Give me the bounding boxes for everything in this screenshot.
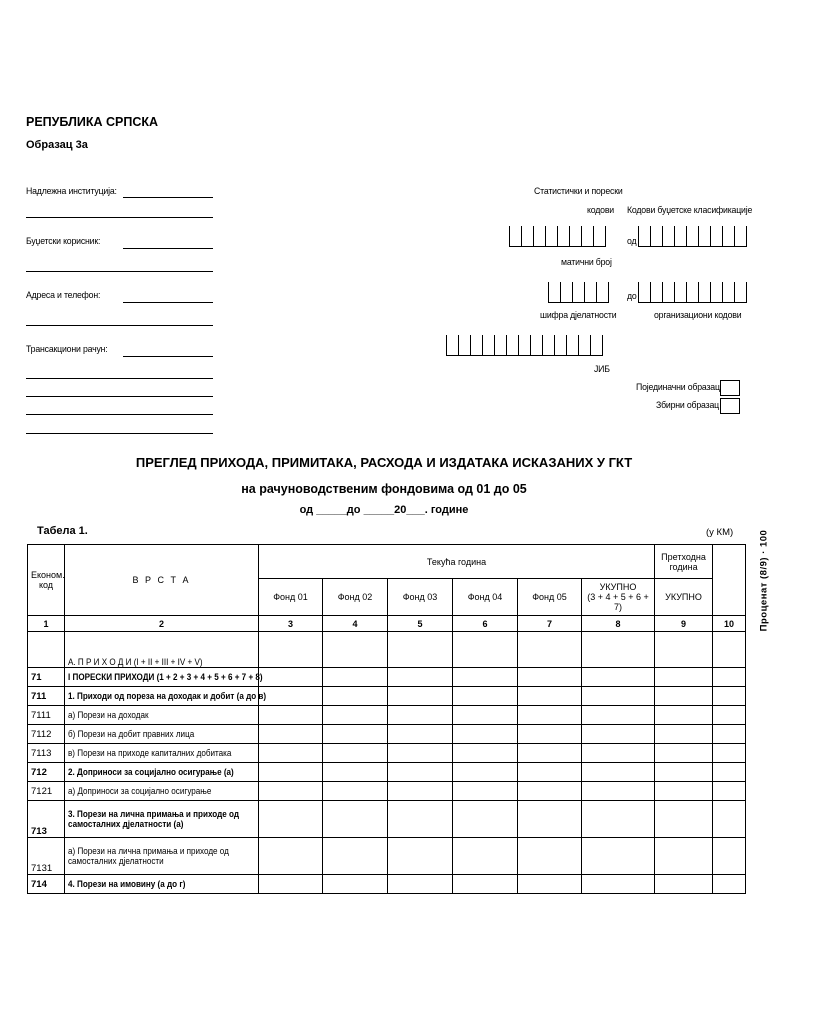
value-cell[interactable]: [713, 687, 746, 706]
value-cell[interactable]: [518, 782, 582, 801]
table-row: [28, 801, 746, 838]
col-number: 9: [655, 616, 713, 632]
value-cell[interactable]: [323, 632, 388, 668]
item-name-text: I ПОРЕСКИ ПРИХОДИ (1 + 2 + 3 + 4 + 5 + 6 + 7 + 8): [68, 672, 263, 682]
value-cell[interactable]: [388, 687, 453, 706]
value-cell[interactable]: [655, 706, 713, 725]
col-number: 2: [65, 616, 259, 632]
value-cell[interactable]: [388, 763, 453, 782]
table-row: [28, 744, 746, 763]
value-cell[interactable]: [713, 725, 746, 744]
prev-year-header: Претходна година: [655, 545, 713, 579]
value-cell[interactable]: [582, 838, 655, 875]
value-cell[interactable]: [713, 838, 746, 875]
value-cell[interactable]: [323, 668, 388, 687]
table-row: [28, 725, 746, 744]
registration-number-boxes[interactable]: [509, 226, 606, 247]
summary-form-checkbox[interactable]: [720, 398, 740, 414]
current-year-header: Текућа година: [259, 545, 655, 579]
value-cell[interactable]: [582, 744, 655, 763]
value-cell[interactable]: [582, 725, 655, 744]
econ-code-cell: 7111: [28, 706, 65, 725]
value-cell[interactable]: [518, 763, 582, 782]
table-row: [28, 632, 746, 668]
col-number: 10: [713, 616, 746, 632]
value-cell[interactable]: [323, 801, 388, 838]
value-cell[interactable]: [388, 782, 453, 801]
value-cell[interactable]: [713, 744, 746, 763]
value-cell[interactable]: [323, 763, 388, 782]
value-cell[interactable]: [518, 838, 582, 875]
institution-label: Надлежна институција:: [26, 186, 117, 197]
activity-code-boxes[interactable]: [548, 282, 609, 303]
value-cell[interactable]: [518, 725, 582, 744]
value-cell[interactable]: [388, 801, 453, 838]
report-subtitle: на рачуноводственим фондовима од 01 до 05: [241, 482, 527, 496]
table-row: [28, 706, 746, 725]
registration-number-label: матични број: [561, 257, 612, 268]
value-cell[interactable]: [582, 706, 655, 725]
item-name-text: 2. Доприноси за социјално осигурање (а): [68, 767, 234, 777]
table-row: [28, 687, 746, 706]
value-cell[interactable]: [655, 838, 713, 875]
value-cell[interactable]: [388, 706, 453, 725]
item-name-line2: самосталних дјелатности: [68, 856, 164, 866]
col-number: 7: [518, 616, 582, 632]
total-header: УКУПНО (3 + 4 + 5 + 6 + 7): [582, 579, 655, 616]
value-cell[interactable]: [655, 801, 713, 838]
econ-code-cell: 713: [28, 801, 65, 838]
value-cell[interactable]: [323, 725, 388, 744]
value-cell[interactable]: [388, 725, 453, 744]
value-cell[interactable]: [582, 668, 655, 687]
budget-user-field[interactable]: [123, 248, 213, 249]
value-cell[interactable]: [259, 744, 323, 763]
value-cell[interactable]: [323, 744, 388, 763]
account-field-line5[interactable]: [26, 433, 213, 434]
to-label: до: [627, 291, 637, 302]
org-codes-label: организациони кодови: [654, 310, 742, 321]
item-name-text: 4. Порези на имовину (а до г): [68, 879, 186, 889]
value-cell[interactable]: [713, 801, 746, 838]
address-label: Адреса и телефон:: [26, 290, 101, 301]
value-cell[interactable]: [655, 668, 713, 687]
value-cell[interactable]: [259, 632, 323, 668]
summary-form-label: Збирни образац: [656, 400, 719, 411]
budget-user-label: Буџетски корисник:: [26, 236, 101, 247]
jib-label: ЈИБ: [594, 364, 610, 375]
value-cell[interactable]: [713, 763, 746, 782]
budget-code-from-boxes[interactable]: [638, 226, 747, 247]
value-cell[interactable]: [655, 744, 713, 763]
value-cell[interactable]: [713, 632, 746, 668]
value-cell[interactable]: [518, 706, 582, 725]
col-number: 4: [323, 616, 388, 632]
value-cell[interactable]: [453, 744, 518, 763]
value-cell[interactable]: [518, 632, 582, 668]
item-name-line2: самосталних дјелатности (а): [68, 819, 184, 829]
budget-code-to-boxes[interactable]: [638, 282, 747, 303]
econ-code-cell: 7112: [28, 725, 65, 744]
table-name: Табела 1.: [37, 525, 88, 537]
value-cell[interactable]: [323, 706, 388, 725]
col-number: 5: [388, 616, 453, 632]
item-name-cell: [65, 632, 259, 668]
econ-code-cell: 714: [28, 875, 65, 894]
value-cell[interactable]: [655, 763, 713, 782]
econ-code-header: Економ. код: [28, 545, 65, 616]
item-name-cell: [65, 725, 259, 744]
from-label: од: [627, 236, 637, 247]
table-unit: (у КМ): [706, 527, 734, 538]
value-cell[interactable]: [582, 763, 655, 782]
value-cell[interactable]: [453, 875, 518, 894]
value-cell[interactable]: [518, 668, 582, 687]
item-name-cell: [65, 875, 259, 894]
value-cell[interactable]: [453, 782, 518, 801]
value-cell[interactable]: [582, 687, 655, 706]
value-cell[interactable]: [453, 706, 518, 725]
value-cell[interactable]: [518, 687, 582, 706]
value-cell[interactable]: [388, 632, 453, 668]
account-field[interactable]: [123, 356, 213, 357]
econ-code-cell: 711: [28, 687, 65, 706]
report-period: од _____до _____20___. године: [299, 504, 469, 516]
value-cell[interactable]: [259, 801, 323, 838]
value-cell[interactable]: [453, 763, 518, 782]
value-cell[interactable]: [453, 725, 518, 744]
budget-user-field-line2[interactable]: [26, 271, 213, 272]
republic-title: РЕПУБЛИКА СРПСКА: [26, 115, 159, 129]
item-name-line1: 3. Порези на лична примања и приходе од: [68, 809, 239, 819]
account-field-line2[interactable]: [26, 378, 213, 379]
item-name-cell: [65, 763, 259, 782]
value-cell[interactable]: [323, 687, 388, 706]
value-cell[interactable]: [259, 763, 323, 782]
item-name-text: 1. Приходи од пореза на доходак и добит (а до в): [68, 691, 267, 701]
value-cell[interactable]: [453, 838, 518, 875]
table-row: [28, 782, 746, 801]
prev-total-header: УКУПНО: [655, 579, 713, 616]
value-cell[interactable]: [518, 801, 582, 838]
account-field-line4[interactable]: [26, 414, 213, 415]
value-cell[interactable]: [388, 668, 453, 687]
item-name-cell: [65, 801, 259, 838]
value-cell[interactable]: [713, 875, 746, 894]
value-cell[interactable]: [453, 632, 518, 668]
value-cell[interactable]: [713, 706, 746, 725]
value-cell[interactable]: [713, 782, 746, 801]
value-cell[interactable]: [259, 838, 323, 875]
item-name-text: а) Порези на доходак: [68, 710, 149, 720]
value-cell[interactable]: [582, 801, 655, 838]
jib-boxes[interactable]: [446, 335, 603, 356]
account-field-line3[interactable]: [26, 396, 213, 397]
item-name-cell: [65, 668, 263, 687]
fund01-header: Фонд 01: [259, 579, 323, 616]
col-number: 1: [28, 616, 65, 632]
value-cell[interactable]: [655, 632, 713, 668]
item-name-text: А. П Р И Х О Д И (I + II + III + IV + V): [68, 657, 203, 667]
report-title: ПРЕГЛЕД ПРИХОДА, ПРИМИТАКА, РАСХОДА И ИЗДАТАКА ИСКАЗАНИХ У ГКТ: [135, 455, 633, 470]
value-cell[interactable]: [582, 875, 655, 894]
table-row: [28, 875, 746, 894]
value-cell[interactable]: [655, 725, 713, 744]
econ-code-cell: 7113: [28, 744, 65, 763]
item-name-cell: [65, 838, 259, 875]
item-name-text: в) Порези на приходе капиталних добитака: [68, 748, 232, 758]
value-cell[interactable]: [259, 687, 323, 706]
fund05-header: Фонд 05: [518, 579, 582, 616]
table-row: [28, 838, 746, 875]
econ-code-cell: 7121: [28, 782, 65, 801]
value-cell[interactable]: [655, 687, 713, 706]
table-row: [28, 763, 746, 782]
address-field[interactable]: [123, 302, 213, 303]
value-cell[interactable]: [453, 668, 518, 687]
item-name-line1: а) Порези на лична примања и приходе од: [68, 846, 229, 856]
stat-codes-label: Статистички и порески: [534, 186, 623, 197]
table-row: [28, 668, 746, 687]
value-cell[interactable]: [259, 668, 323, 687]
address-field-line2[interactable]: [26, 325, 213, 326]
stat-codes-label-2: кодови: [587, 205, 614, 216]
item-name-cell: [65, 706, 259, 725]
value-cell[interactable]: [582, 632, 655, 668]
item-name-cell: [65, 744, 259, 763]
value-cell[interactable]: [453, 801, 518, 838]
fund04-header: Фонд 04: [453, 579, 518, 616]
value-cell[interactable]: [518, 744, 582, 763]
col-number: 3: [259, 616, 323, 632]
value-cell[interactable]: [259, 782, 323, 801]
value-cell[interactable]: [453, 687, 518, 706]
econ-code-cell: 712: [28, 763, 65, 782]
form-name: Образац 3а: [26, 139, 88, 151]
value-cell[interactable]: [713, 668, 746, 687]
institution-field-line2[interactable]: [26, 217, 213, 218]
value-cell[interactable]: [259, 875, 323, 894]
value-cell[interactable]: [655, 875, 713, 894]
econ-code-cell: [28, 632, 65, 668]
value-cell[interactable]: [388, 838, 453, 875]
value-cell[interactable]: [323, 838, 388, 875]
item-name-cell: [65, 782, 259, 801]
individual-form-checkbox[interactable]: [720, 380, 740, 396]
econ-code-cell: 71: [28, 668, 65, 687]
value-cell[interactable]: [582, 782, 655, 801]
institution-field[interactable]: [123, 197, 213, 198]
individual-form-label: Појединачни образац: [636, 382, 720, 393]
item-name-text: б) Порези на добит правних лица: [68, 729, 195, 739]
percent-header: Проценат (8/9) · 100: [713, 545, 746, 616]
col-number: 8: [582, 616, 655, 632]
col-number: 6: [453, 616, 518, 632]
budget-class-codes-label: Кодови буџетске класификације: [627, 205, 753, 216]
value-cell[interactable]: [655, 782, 713, 801]
value-cell[interactable]: [388, 744, 453, 763]
value-cell[interactable]: [259, 706, 323, 725]
value-cell[interactable]: [518, 875, 582, 894]
fund03-header: Фонд 03: [388, 579, 453, 616]
account-label: Трансакциони рачун:: [26, 344, 108, 355]
value-cell[interactable]: [388, 875, 453, 894]
item-name-text: а) Доприноси за социјално осигурање: [68, 786, 212, 796]
value-cell[interactable]: [323, 875, 388, 894]
type-header: В Р С Т А: [65, 545, 259, 616]
activity-code-label: шифра дјелатности: [540, 310, 617, 321]
value-cell[interactable]: [259, 725, 323, 744]
fund02-header: Фонд 02: [323, 579, 388, 616]
econ-code-cell: 7131: [28, 838, 65, 875]
value-cell[interactable]: [323, 782, 388, 801]
item-name-cell: [65, 687, 267, 706]
